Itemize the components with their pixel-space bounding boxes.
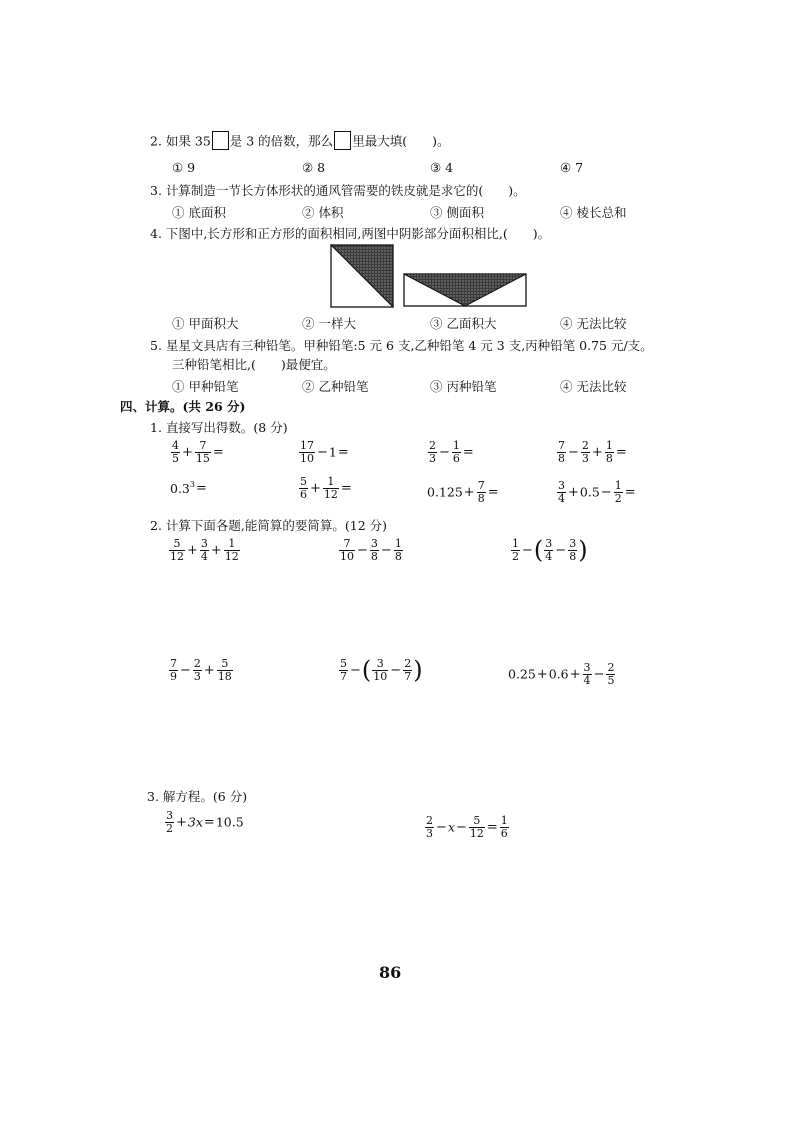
fraction-numerator: 5: [473, 814, 481, 827]
q5-option-2: ② 乙种铅笔: [302, 379, 369, 394]
section-4-sub-2: 2. 计算下面各题,能简算的要简算。(12 分): [150, 518, 388, 533]
fraction-denominator: 4: [200, 549, 208, 563]
math-operator: +: [568, 484, 579, 500]
fraction: [217, 658, 233, 682]
math-operator: +: [536, 666, 548, 682]
fraction-numerator: 3: [545, 536, 553, 550]
fraction: [605, 440, 614, 464]
fraction: [428, 440, 437, 464]
math-operator: −: [180, 662, 191, 678]
math-operator: =: [337, 444, 349, 460]
fraction: [224, 538, 240, 562]
fraction: [169, 538, 185, 562]
fraction: [544, 538, 553, 562]
math-operator: =: [203, 814, 215, 830]
expression-7: [427, 480, 500, 504]
fraction-numerator: 5: [300, 475, 307, 488]
page-number: 86: [379, 963, 402, 982]
section-4-sub-3: 3. 解方程。(6 分): [147, 789, 248, 804]
math-operator: −: [317, 444, 328, 460]
fraction-numerator: 5: [221, 657, 229, 670]
expression-6: [298, 476, 353, 500]
fraction-numerator: 1: [228, 537, 236, 550]
fraction-denominator: 6: [452, 451, 460, 465]
fraction-numerator: 7: [558, 439, 565, 452]
question-4-text: 4. 下图中,长方形和正方形的面积相同,两图中阴影部分面积相比,( )。: [150, 226, 551, 241]
fraction-denominator: 10: [373, 669, 388, 683]
fraction: [339, 658, 348, 682]
fraction: [169, 658, 178, 682]
fraction-denominator: 3: [193, 669, 201, 683]
math-operator: +: [310, 480, 321, 496]
expression-1: [170, 440, 225, 464]
fraction-denominator: 9: [170, 669, 177, 683]
fraction: [165, 810, 174, 834]
fraction-denominator: 10: [340, 549, 354, 563]
fraction-numerator: 3: [166, 809, 173, 822]
q4-option-3: ③ 乙面积大: [430, 316, 497, 331]
fraction-numerator: 1: [500, 814, 508, 827]
fraction-denominator: 2: [166, 821, 173, 835]
fraction-numerator: 7: [170, 657, 177, 670]
fraction-denominator: 4: [545, 549, 553, 563]
math-operator: =: [624, 484, 636, 500]
fraction-numerator: 3: [200, 537, 208, 550]
math-operator: −: [593, 666, 605, 682]
fraction-denominator: 8: [477, 491, 485, 505]
math-operator: −: [439, 444, 450, 460]
question-5-line-1: 5. 星星文具店有三种铅笔。甲种铅笔:5 元 6 支,乙种铅笔 4 元 3 支,丙种铅笔 0.75 元/支。: [150, 338, 653, 353]
math-term: 0.25: [508, 666, 536, 682]
question-2-text-a: 2. 如果 35: [150, 133, 211, 149]
fraction-denominator: 5: [607, 673, 615, 687]
fraction-denominator: 6: [500, 826, 508, 840]
fraction-denominator: 3: [429, 451, 436, 465]
math-operator: −: [600, 484, 612, 500]
math-term: 0.3: [170, 481, 190, 497]
square-figure: [331, 245, 393, 307]
math-operator: =: [340, 480, 352, 496]
q5-option-4: ④ 无法比较: [560, 379, 627, 394]
equation-1: [164, 810, 244, 834]
fraction: [425, 815, 434, 839]
math-operator: =: [487, 484, 499, 500]
fraction-denominator: 3: [426, 826, 433, 840]
math-operator: −: [350, 662, 361, 678]
math-operator: +: [210, 542, 222, 558]
fraction-denominator: 8: [569, 549, 577, 563]
fraction: [452, 440, 461, 464]
fraction: [606, 662, 615, 686]
fraction: [477, 480, 486, 504]
fraction-denominator: 12: [469, 826, 484, 840]
fraction-numerator: 3: [558, 479, 565, 492]
fraction-numerator: 1: [605, 439, 613, 452]
fraction: [614, 480, 623, 504]
fraction-numerator: 1: [394, 537, 402, 550]
fraction-numerator: 3: [376, 656, 384, 670]
fraction: [370, 538, 379, 562]
expression-5: [170, 480, 208, 496]
fraction: [583, 662, 592, 686]
parenthesis: (: [361, 656, 372, 684]
q4-option-1: ① 甲面积大: [172, 316, 239, 331]
fraction-denominator: 5: [172, 451, 179, 465]
q2-option-4: ④ 7: [560, 160, 584, 175]
math-operator: +: [176, 814, 187, 830]
q5-option-1: ① 甲种铅笔: [172, 379, 239, 394]
fraction-denominator: 8: [605, 451, 613, 465]
rectangle-figure: [404, 274, 526, 306]
blank-box: [334, 131, 351, 150]
q5-option-3: ③ 丙种铅笔: [430, 379, 497, 394]
fraction: [299, 476, 308, 500]
fraction: [323, 476, 339, 500]
fraction-numerator: 1: [614, 479, 622, 492]
equation-2: [424, 815, 510, 839]
math-term: x: [447, 819, 455, 835]
math-operator: −: [380, 542, 392, 558]
expression-13: [338, 656, 423, 684]
question-5-line-2: 三种铅笔相比,( )最便宜。: [172, 357, 336, 372]
parenthesis: ): [413, 656, 423, 684]
exponent: 3: [189, 480, 195, 489]
q2-option-3: ③ 4: [430, 160, 454, 175]
math-operator: +: [463, 484, 475, 500]
q3-option-1: ① 底面积: [172, 205, 226, 220]
q3-option-2: ② 体积: [302, 205, 344, 220]
q3-option-4: ④ 棱长总和: [560, 205, 627, 220]
expression-3: [427, 440, 475, 464]
fraction-denominator: 4: [583, 673, 591, 687]
fraction-denominator: 8: [394, 549, 402, 563]
fraction-numerator: 7: [477, 479, 485, 492]
fraction-denominator: 6: [300, 487, 307, 501]
fraction: [394, 538, 403, 562]
q4-option-4: ④ 无法比较: [560, 316, 627, 331]
fraction: [195, 440, 211, 464]
math-operator: +: [203, 662, 215, 678]
parenthesis: (: [533, 536, 544, 564]
fraction-numerator: 17: [300, 439, 314, 452]
section-4-title: 四、计算。(共 26 分): [120, 399, 246, 414]
expression-10: [338, 538, 404, 562]
q2-option-1: ① 9: [172, 160, 196, 175]
expression-2: [298, 440, 350, 464]
math-term: 1: [328, 444, 337, 460]
fraction-numerator: 1: [327, 475, 335, 488]
area-comparison-figure: [330, 244, 530, 310]
fraction: [299, 440, 315, 464]
math-term: 0.5: [579, 484, 600, 500]
fraction-denominator: 10: [300, 451, 314, 465]
math-operator: −: [568, 444, 579, 460]
q4-option-2: ② 一样大: [302, 316, 356, 331]
fraction: [403, 658, 412, 682]
fraction-numerator: 2: [429, 439, 436, 452]
parenthesis: ): [578, 536, 588, 564]
fraction-numerator: 1: [512, 536, 519, 550]
math-operator: +: [591, 444, 603, 460]
math-operator: −: [357, 542, 368, 558]
expression-8: [556, 480, 637, 504]
fraction-denominator: 12: [170, 549, 184, 563]
fraction: [581, 440, 590, 464]
fraction-denominator: 12: [323, 487, 338, 501]
math-operator: +: [182, 444, 193, 460]
question-2-text-b: 是 3 的倍数，那么: [229, 133, 334, 149]
question-2: [150, 131, 449, 150]
fraction: [171, 440, 180, 464]
fraction-numerator: 2: [404, 656, 412, 670]
fraction-numerator: 3: [569, 536, 577, 550]
math-term: 0.125: [427, 484, 463, 500]
math-operator: +: [569, 666, 581, 682]
math-term: 10.5: [215, 814, 244, 830]
fraction: [511, 538, 520, 562]
fraction-numerator: 1: [452, 439, 460, 452]
expression-12: [168, 658, 234, 682]
math-term: 0.6: [548, 666, 569, 682]
q2-option-2: ② 8: [302, 160, 326, 175]
fraction: [372, 658, 388, 682]
math-operator: −: [522, 542, 533, 558]
fraction-denominator: 15: [195, 451, 210, 465]
fraction-numerator: 7: [343, 537, 351, 550]
fraction: [339, 538, 355, 562]
math-operator: =: [212, 444, 224, 460]
fraction-numerator: 5: [173, 537, 181, 550]
fraction-denominator: 8: [370, 549, 378, 563]
fraction-denominator: 12: [224, 549, 239, 563]
fraction-denominator: 2: [614, 491, 622, 505]
question-3-text: 3. 计算制造一节长方体形状的通风管需要的铁皮就是求它的( )。: [150, 183, 526, 198]
question-2-text-c: 里最大填( )。: [352, 133, 450, 149]
expression-14: [508, 662, 616, 686]
fraction-numerator: 7: [199, 439, 207, 452]
math-operator: −: [455, 819, 467, 835]
fraction: [469, 815, 485, 839]
expression-11: [510, 536, 588, 564]
math-operator: =: [462, 444, 474, 460]
fraction-denominator: 18: [217, 669, 232, 683]
fraction: [193, 658, 202, 682]
fraction-numerator: 4: [172, 439, 179, 452]
fraction: [500, 815, 509, 839]
expression-9: [168, 538, 241, 562]
math-operator: −: [390, 662, 402, 678]
fraction-denominator: 3: [581, 451, 589, 465]
fraction-denominator: 7: [340, 669, 347, 683]
math-term: 3x: [187, 814, 203, 830]
fraction-denominator: 2: [512, 549, 519, 563]
q3-option-3: ③ 侧面积: [430, 205, 484, 220]
fraction: [557, 440, 566, 464]
math-operator: =: [615, 444, 627, 460]
fraction-numerator: 3: [370, 537, 378, 550]
math-operator: +: [187, 542, 198, 558]
fraction-numerator: 2: [581, 439, 589, 452]
fraction: [568, 538, 577, 562]
fraction-numerator: 2: [426, 814, 433, 827]
fraction-denominator: 8: [558, 451, 565, 465]
fraction-numerator: 5: [340, 656, 347, 670]
blank-box: [212, 131, 229, 150]
fraction: [200, 538, 209, 562]
fraction: [557, 480, 566, 504]
fraction-numerator: 2: [193, 657, 201, 670]
math-operator: −: [555, 542, 567, 558]
expression-4: [556, 440, 628, 464]
fraction-denominator: 4: [558, 491, 565, 505]
fraction-numerator: 3: [583, 661, 591, 674]
math-operator: =: [486, 819, 498, 835]
fraction-denominator: 7: [404, 669, 412, 683]
section-4-sub-1: 1. 直接写出得数。(8 分): [150, 420, 288, 435]
fraction-numerator: 2: [607, 661, 615, 674]
math-operator: =: [195, 481, 207, 497]
math-operator: −: [436, 819, 447, 835]
